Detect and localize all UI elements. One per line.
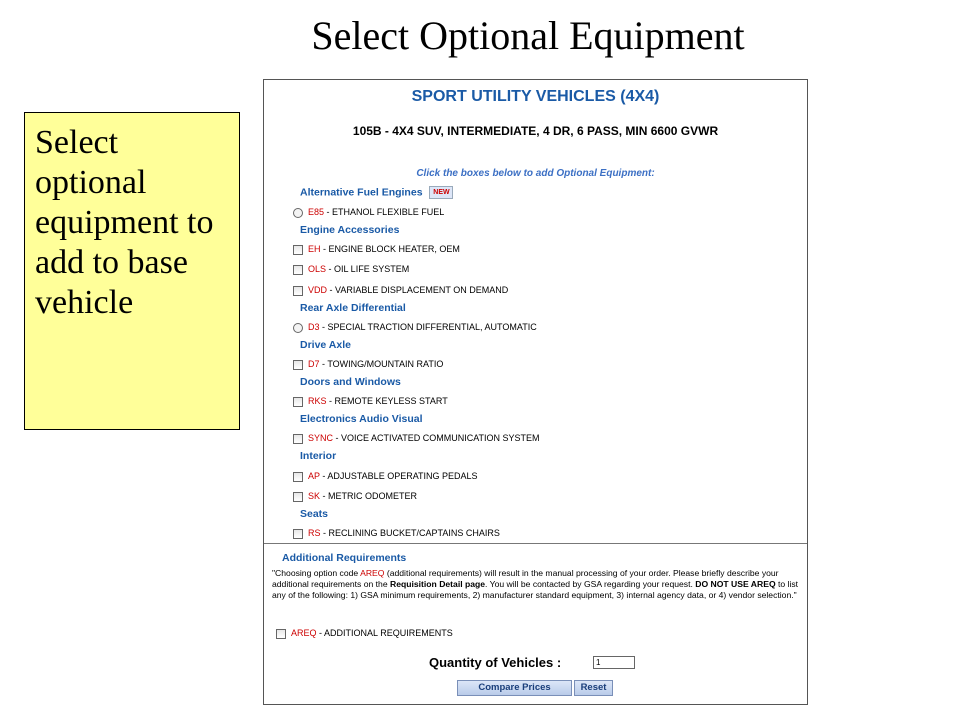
option-code: D7: [308, 359, 320, 369]
new-badge-icon: NEW: [429, 186, 453, 199]
additional-requirements-section: [264, 544, 807, 704]
option-code: AREQ: [291, 628, 317, 638]
option-desc: - ENGINE BLOCK HEATER, OEM: [320, 244, 460, 254]
optional-equipment-panel: [263, 79, 808, 705]
additional-requirements-text: [272, 568, 802, 601]
option-desc: - REMOTE KEYLESS START: [326, 396, 448, 406]
option-desc: - VARIABLE DISPLACEMENT ON DEMAND: [327, 285, 509, 295]
option-vdd[interactable]: [293, 285, 508, 296]
option-ap[interactable]: [293, 471, 478, 482]
callout-note: Select optional equipment to add to base vehicle: [24, 112, 240, 430]
reset-button[interactable]: Reset: [574, 680, 613, 696]
option-desc: - METRIC ODOMETER: [320, 491, 418, 501]
text-part: . You will be contacted by GSA regarding your request.: [485, 579, 696, 589]
checkbox-sync[interactable]: [293, 434, 303, 444]
text-code: AREQ: [360, 568, 385, 578]
group-label-drive-axle: Drive Axle: [300, 339, 351, 351]
option-sync[interactable]: [293, 433, 540, 444]
group-label-rear-axle-differential: Rear Axle Differential: [300, 302, 406, 314]
option-sk[interactable]: [293, 491, 417, 502]
option-desc: - OIL LIFE SYSTEM: [326, 264, 410, 274]
radio-e85[interactable]: [293, 208, 303, 218]
quantity-label: Quantity of Vehicles :: [429, 655, 562, 670]
text-bold: DO NOT USE AREQ: [695, 579, 776, 589]
instruction-text: Click the boxes below to add Optional Equipment:: [416, 168, 655, 179]
option-eh[interactable]: [293, 244, 460, 255]
option-desc: - VOICE ACTIVATED COMMUNICATION SYSTEM: [333, 433, 540, 443]
option-desc: - TOWING/MOUNTAIN RATIO: [319, 359, 444, 369]
option-code: OLS: [308, 264, 327, 274]
option-code: SYNC: [308, 433, 334, 443]
option-desc: - ADDITIONAL REQUIREMENTS: [316, 628, 453, 638]
group-label-text: Alternative Fuel Engines: [300, 186, 423, 199]
group-label-doors-and-windows: Doors and Windows: [300, 376, 401, 388]
option-code: EH: [308, 244, 321, 254]
option-d7[interactable]: [293, 359, 443, 370]
checkbox-vdd[interactable]: [293, 286, 303, 296]
option-code: SK: [308, 491, 321, 501]
slide-title: Select Optional Equipment: [311, 13, 745, 58]
group-label-engine-accessories: Engine Accessories: [300, 224, 400, 236]
option-d3[interactable]: [293, 322, 537, 333]
option-ols[interactable]: [293, 264, 409, 275]
option-areq[interactable]: [276, 628, 453, 639]
checkbox-ap[interactable]: [293, 472, 303, 482]
additional-requirements-title: Additional Requirements: [282, 552, 407, 564]
checkbox-areq[interactable]: [276, 629, 286, 639]
option-code: AP: [308, 471, 320, 481]
checkbox-ols[interactable]: [293, 265, 303, 275]
option-rks[interactable]: [293, 396, 448, 407]
option-desc: - SPECIAL TRACTION DIFFERENTIAL, AUTOMATIC: [319, 322, 537, 332]
option-code: E85: [308, 207, 325, 217]
option-desc: - ETHANOL FLEXIBLE FUEL: [324, 207, 445, 217]
group-label-seats: Seats: [300, 508, 329, 520]
quantity-input[interactable]: [593, 656, 635, 669]
text-bold: Requisition Detail page: [390, 579, 486, 589]
checkbox-rs[interactable]: [293, 529, 303, 539]
option-code: RKS: [308, 396, 327, 406]
text-part: "Choosing option code: [272, 568, 361, 578]
group-label-electronics-audio-visual: Electronics Audio Visual: [300, 413, 423, 425]
option-desc: - RECLINING BUCKET/CAPTAINS CHAIRS: [320, 528, 500, 538]
vehicle-model-subheading: 105B - 4X4 SUV, INTERMEDIATE, 4 DR, 6 PASS, MIN 6600 GVWR: [352, 124, 719, 138]
equipment-list-section: [264, 80, 807, 541]
group-label-interior: Interior: [300, 450, 337, 462]
option-desc: - ADJUSTABLE OPERATING PEDALS: [319, 471, 478, 481]
checkbox-d7[interactable]: [293, 360, 303, 370]
checkbox-sk[interactable]: [293, 492, 303, 502]
checkbox-rks[interactable]: [293, 397, 303, 407]
option-code: VDD: [308, 285, 328, 295]
option-e85[interactable]: [293, 207, 444, 218]
compare-prices-button[interactable]: Compare Prices: [457, 680, 572, 696]
option-rs[interactable]: [293, 528, 500, 539]
group-label-alternative-fuel-engines: [300, 186, 453, 199]
checkbox-eh[interactable]: [293, 245, 303, 255]
radio-d3[interactable]: [293, 323, 303, 333]
text-part: to list any of the following: 1) GSA minimum requirements, 2) manufacturer standard equipment, 3) internal agency data, or 4) vendor selection.": [272, 579, 799, 600]
text-part: (additional requirements) will result in the manual processing of your order. Please briefly describe your additional requirements on the: [272, 568, 779, 589]
option-code: D3: [308, 322, 320, 332]
vehicle-category-heading: SPORT UTILITY VEHICLES (4X4): [411, 88, 660, 105]
option-code: RS: [308, 528, 321, 538]
